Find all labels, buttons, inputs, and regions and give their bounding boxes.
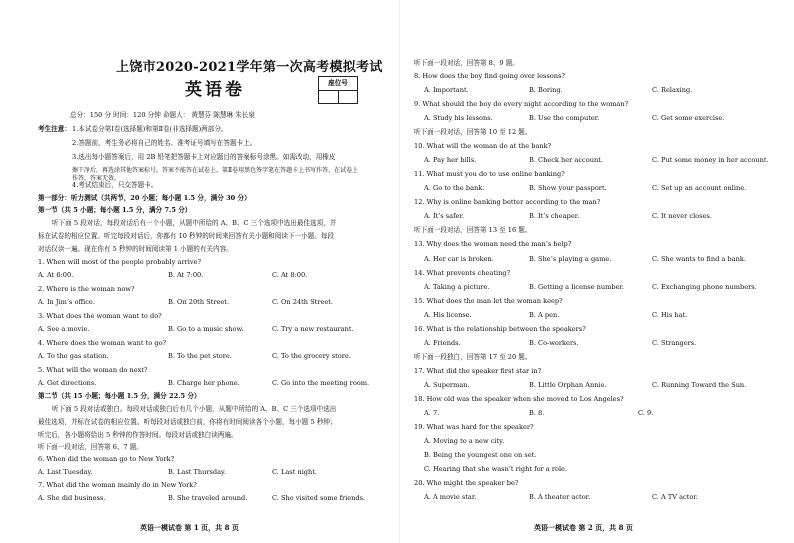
- q9-text: 9. What should the boy do every night according to the woman?: [414, 100, 629, 108]
- s1-instr-2: 标在试卷的相应位置。听完每段对话后，你都有 10 秒钟的时间来回答有关小题和阅读下一小题。每段: [38, 232, 335, 240]
- q10-option-b[interactable]: B. Check her account.: [529, 156, 603, 164]
- seat-label: 座位号: [319, 77, 357, 91]
- q19-option-c[interactable]: C. Hearing that she wasn’t right for a role.: [424, 465, 568, 473]
- exam-meta: 总分：150 分 时间：120 分钟 命题人： 黄慧芬 陈慧琳 朱长泉: [70, 111, 255, 119]
- q16-text: 16. What is the relationship between the speakers?: [414, 325, 586, 333]
- q3-option-c[interactable]: C. Try a new restaurant.: [272, 325, 354, 333]
- q3-option-b[interactable]: B. Go to a music show.: [168, 325, 244, 333]
- s2-instr-3: 听完后，各小题将给出 5 秒钟的作答时间。每段对话或独白读两遍。: [38, 431, 238, 439]
- q3-option-a[interactable]: A. See a movie.: [38, 325, 90, 333]
- q1-option-b[interactable]: B. At 7:00.: [168, 271, 204, 279]
- q15-option-b[interactable]: B. A pen.: [529, 311, 560, 319]
- section2-heading: 第二节（共 15 小题；每小题 1.5 分，满分 22.5 分）: [38, 392, 201, 400]
- page-2: [404, 0, 794, 543]
- q8-option-b[interactable]: B. Boring.: [529, 86, 563, 94]
- q2-option-a[interactable]: A. In Jim’s office.: [38, 298, 95, 306]
- q12-option-b[interactable]: B. It’s cheaper.: [529, 212, 580, 220]
- q18-text: 18. How old was the speaker when she moved to Los Angeles?: [414, 395, 624, 403]
- q14-option-a[interactable]: A. Taking a picture.: [424, 283, 490, 291]
- q13-option-a[interactable]: A. Her car is broken.: [424, 255, 494, 263]
- exam-subtitle: 英语卷: [185, 80, 245, 100]
- note-3-cont: 擦干净后，再选涂其他答案标号。答案不能答在试卷上，第Ⅱ卷用黑色签字笔在答题卡上书写作答，在试卷上作答，答案无效。: [72, 167, 359, 182]
- q16-option-c[interactable]: C. Strangers.: [652, 339, 697, 347]
- note-2: 2.答题前，考生务必将自己的姓名、准考证号填写在答题卡上。: [72, 139, 257, 147]
- page-divider: [399, 0, 400, 543]
- q8-text: 8. How does the boy find going over lessons?: [414, 72, 565, 80]
- q5-option-b[interactable]: B. Charge her phone.: [168, 379, 240, 387]
- q4-option-b[interactable]: B. To the pet store.: [168, 352, 232, 360]
- q7-option-b[interactable]: B. She traveled around.: [168, 494, 248, 502]
- listen-10-12: 听下面一段对话，回答第 10 至 12 题。: [414, 128, 532, 136]
- q17-text: 17. What did the speaker first star in?: [414, 367, 542, 375]
- notes-label: 考生注意：: [38, 125, 71, 133]
- q14-option-b[interactable]: B. Getting a license number.: [529, 283, 625, 291]
- q9-option-b[interactable]: B. Use the computer.: [529, 114, 600, 122]
- q15-option-c[interactable]: C. His hat.: [652, 311, 688, 319]
- q9-option-c[interactable]: C. Get some exercise.: [652, 114, 725, 122]
- page1-footer: 英语一模试卷 第 1 页，共 8 页: [140, 523, 239, 532]
- q5-option-c[interactable]: C. Go into the meeting room.: [272, 379, 370, 387]
- q2-text: 2. Where is the woman now?: [38, 285, 135, 293]
- note-3: 3.选出每小题答案后，用 2B 铅笔把答题卡上对应题目的答案标号涂黑。如需改动，用橡皮: [72, 153, 336, 161]
- s2-instr-1: 听下面 5 段对话或独白。每段对话或独白后有几个小题，从题中所给的 A、B、C 三个选项中选出: [52, 405, 337, 413]
- q12-option-a[interactable]: A. It’s safer.: [424, 212, 464, 220]
- q2-option-b[interactable]: B. On 20th Street.: [168, 298, 230, 306]
- listen-6-7: 听下面一段对话，回答第 6、7 题。: [38, 443, 143, 451]
- q13-option-c[interactable]: C. She wants to find a bank.: [652, 255, 746, 263]
- q19-option-a[interactable]: A. Moving to a new city.: [424, 437, 505, 445]
- q18-option-c[interactable]: C. 9.: [638, 409, 654, 417]
- q15-option-a[interactable]: A. His license.: [424, 311, 472, 319]
- q11-option-c[interactable]: C. Set up an account online.: [652, 184, 747, 192]
- q1-option-a[interactable]: A. At 6:00.: [38, 271, 74, 279]
- q20-option-a[interactable]: A. A movie star.: [424, 493, 477, 501]
- listen-8-9: 听下面一段对话，回答第 8、9 题。: [414, 59, 519, 67]
- section1-heading: 第一节（共 5 小题；每小题 1.5 分，满分 7.5 分）: [38, 206, 192, 214]
- q13-option-b[interactable]: B. She’s playing a game.: [529, 255, 612, 263]
- q18-option-a[interactable]: A. 7.: [424, 409, 440, 417]
- listen-13-16: 听下面一段对话，回答第 13 至 16 题。: [414, 226, 532, 234]
- q4-option-a[interactable]: A. To the gas station.: [38, 352, 109, 360]
- q17-option-a[interactable]: A. Superman.: [424, 381, 470, 389]
- q2-option-c[interactable]: C. On 24th Street.: [272, 298, 334, 306]
- q5-option-a[interactable]: A. Get directions.: [38, 379, 97, 387]
- q6-option-c[interactable]: C. Last night.: [272, 468, 318, 476]
- q6-text: 6. When did the woman go to New York?: [38, 455, 175, 463]
- q6-option-a[interactable]: A. Last Tuesday.: [38, 468, 93, 476]
- seat-number-box: [318, 76, 358, 104]
- s2-instr-2: 最佳选项，并标在试卷的相应位置。听每段对话或独白前，你将有时间阅读各个小题，每小题 5 秒钟；: [38, 418, 337, 426]
- q8-option-a[interactable]: A. Important.: [424, 86, 469, 94]
- q10-option-c[interactable]: C. Put some money in her account.: [652, 156, 769, 164]
- q13-text: 13. Why does the woman need the man’s help?: [414, 240, 572, 248]
- q19-text: 19. What was hard for the speaker?: [414, 423, 534, 431]
- page2-footer: 英语一模试卷 第 2 页，共 8 页: [534, 523, 633, 532]
- q14-option-c[interactable]: C. Exchanging phone numbers.: [652, 283, 757, 291]
- q7-option-a[interactable]: A. She did business.: [38, 494, 106, 502]
- q1-text: 1. When will most of the people probably arrive?: [38, 258, 202, 266]
- q20-option-b[interactable]: B. A theater actor.: [529, 493, 591, 501]
- q6-option-b[interactable]: B. Last Thursday.: [168, 468, 227, 476]
- listen-17-20: 听下面一段独白，回答第 17 至 20 题。: [414, 353, 532, 361]
- q15-text: 15. What does the man let the woman keep?: [414, 297, 563, 305]
- q18-option-b[interactable]: B. 8.: [529, 409, 545, 417]
- q5-text: 5. What will the woman do next?: [38, 366, 148, 374]
- q7-option-c[interactable]: C. She visited some friends.: [272, 494, 366, 502]
- exam-title: 上饶市2020-2021学年第一次高考模拟考试: [116, 60, 383, 75]
- q4-text: 4. Where does the woman want to go?: [38, 339, 167, 347]
- q17-option-c[interactable]: C. Running Toward the Sun.: [652, 381, 747, 389]
- q3-text: 3. What does the woman want to do?: [38, 312, 162, 320]
- q12-option-c[interactable]: C. It never closes.: [652, 212, 712, 220]
- q4-option-c[interactable]: C. To the grocery store.: [272, 352, 351, 360]
- q12-text: 12. Why is online banking better according to the man?: [414, 198, 601, 206]
- q9-option-a[interactable]: A. Study his lessons.: [424, 114, 493, 122]
- q11-text: 11. What must you do to use online banking?: [414, 170, 565, 178]
- q11-option-a[interactable]: A. Go to the bank.: [424, 184, 485, 192]
- q20-option-c[interactable]: C. A TV actor.: [652, 493, 698, 501]
- q1-option-c[interactable]: C. At 8:00.: [272, 271, 308, 279]
- part1-heading: 第一部分：听力测试（共两节，20 小题；每小题 1.5 分，满分 30 分）: [38, 194, 251, 202]
- q8-option-c[interactable]: C. Relaxing.: [652, 86, 693, 94]
- q14-text: 14. What prevents cheating?: [414, 269, 511, 277]
- s1-instr-1: 听下面 5 段对话，每段对话后有一个小题，从题中所给的 A、B、C 三个选项中选出最佳选项，并: [52, 219, 337, 227]
- q11-option-b[interactable]: B. Show your passport.: [529, 184, 607, 192]
- note-1: 1.本试卷分第Ⅰ卷(选择题)和第Ⅱ卷(非选择题)两部分。: [72, 125, 228, 133]
- q7-text: 7. What did the woman mainly do in New York?: [38, 481, 197, 489]
- note-4: 4.考试结束后，只交答题卡。: [72, 181, 158, 189]
- q19-option-b[interactable]: B. Being the youngest one on set.: [424, 451, 537, 459]
- s1-instr-3: 对话仅读一遍。现在你有 5 秒钟的时间阅读第 1 小题的有关内容。: [38, 245, 233, 253]
- q17-option-b[interactable]: B. Little Orphan Annie.: [529, 381, 607, 389]
- q16-option-a[interactable]: A. Friends.: [424, 339, 461, 347]
- q16-option-b[interactable]: B. Co-workers.: [529, 339, 579, 347]
- q10-option-a[interactable]: A. Pay her bills.: [424, 156, 477, 164]
- q20-text: 20. Who might the speaker be?: [414, 479, 519, 487]
- q10-text: 10. What will the woman do at the bank?: [414, 142, 552, 150]
